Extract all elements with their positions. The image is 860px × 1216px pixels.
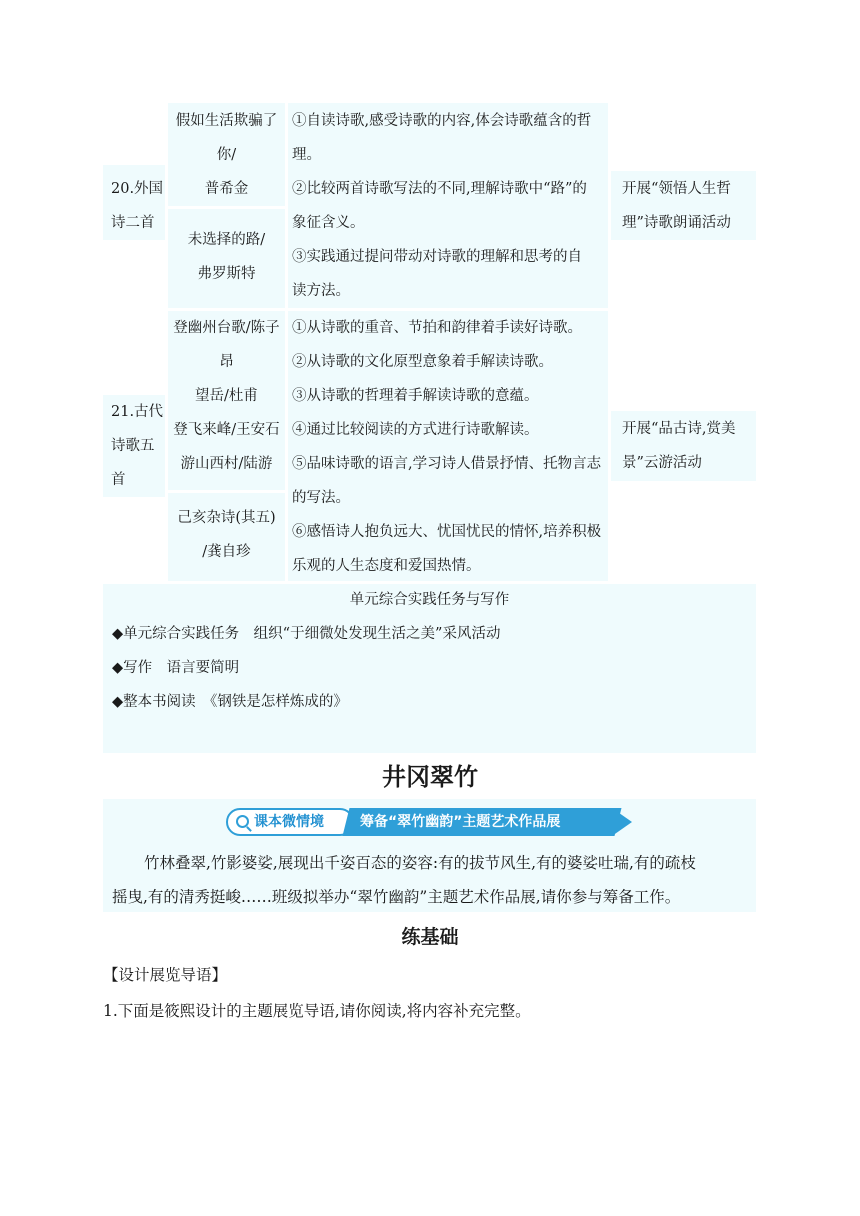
row21-goal-line: 的写法。: [292, 490, 350, 506]
intro-line: 摇曳,有的清秀挺峻……班级拟举办“翠竹幽韵”主题艺术作品展,请你参与筹备工作。: [112, 888, 681, 906]
blank-area: [103, 240, 165, 308]
row20-unit-line: 诗二首: [111, 215, 155, 231]
context-headline: 筹备“翠竹幽韵”主题艺术作品展: [360, 814, 561, 830]
row21-text-a-line: 登幽州台歌/陈子: [173, 320, 280, 336]
row21-text-a-line: 望岳/杜甫: [195, 388, 258, 404]
row21-text-a-line: 游山西村/陆游: [180, 456, 273, 472]
row20-text-b-line: 未选择的路/: [187, 232, 266, 248]
row20-text-a-line: 你/: [216, 147, 237, 163]
row21-goal-line: ①从诗歌的重音、节拍和韵律着手读好诗歌。: [292, 320, 582, 336]
context-tag: [226, 808, 354, 836]
row20-text-a-line: 假如生活欺骗了: [175, 113, 278, 129]
row20-goal-line: 读方法。: [292, 283, 350, 299]
row20-goal-line: 理。: [292, 147, 321, 163]
row21-goal-line: ③从诗歌的哲理着手解读诗歌的意蕴。: [292, 388, 539, 404]
blank-area: [103, 497, 165, 581]
context-headline-box: [343, 808, 622, 836]
row21-text-a-line: 昂: [219, 354, 234, 370]
divider: [168, 206, 285, 209]
row20-activity-line: 理”诗歌朗诵活动: [622, 215, 731, 231]
practice-title: 练基础: [401, 926, 459, 948]
summary-item: ◆单元综合实践任务 组织“于细微处发现生活之美”采风活动: [112, 626, 501, 642]
magnifier-icon: [236, 815, 249, 828]
row21-goal-line: 乐观的人生态度和爱国热情。: [292, 558, 481, 574]
row20-goal-line: ③实践通过提问带动对诗歌的理解和思考的自: [292, 249, 582, 265]
summary-item: ◆写作 语言要简明: [112, 660, 240, 676]
row21-goal-line: ⑥感悟诗人抱负远大、忧国忧民的情怀,培养积极: [292, 524, 602, 540]
summary-heading: 单元综合实践任务与写作: [349, 592, 510, 608]
row21-activity-line: 开展“品古诗,赏美: [622, 421, 736, 437]
task-label: 【设计展览导语】: [103, 966, 228, 984]
row21-activity-line: 景”云游活动: [622, 455, 702, 471]
row21-unit-line: 首: [111, 472, 126, 488]
row21-text-b-line: 己亥杂诗(其五): [177, 510, 276, 526]
row21-text-a-line: 登飞来峰/王安石: [173, 422, 280, 438]
blank-area: [103, 311, 165, 395]
blank-area: [611, 481, 756, 581]
lesson-title: 井冈翠竹: [382, 763, 478, 791]
row20-unit-line: 20.外国: [111, 181, 164, 197]
blank-area: [103, 103, 165, 165]
row21-unit-line: 21.古代: [111, 404, 164, 420]
row20-goal-line: ①自读诗歌,感受诗歌的内容,体会诗歌蕴含的哲: [292, 113, 592, 129]
banner-arrow-icon: [612, 808, 632, 836]
row20-activity-line: 开展“领悟人生哲: [622, 181, 731, 197]
blank-area: [611, 311, 756, 411]
row21-goal-line: ④通过比较阅读的方式进行诗歌解读。: [292, 422, 539, 438]
row21-goal-line: ②从诗歌的文化原型意象着手解读诗歌。: [292, 354, 553, 370]
row21-goal-line: ⑤品味诗歌的语言,学习诗人借景抒情、托物言志: [292, 456, 602, 472]
row20-text-a-line: 普希金: [204, 181, 249, 197]
question-1: 1.下面是筱熙设计的主题展览导语,请你阅读,将内容补充完整。: [103, 1002, 531, 1020]
row21-unit-line: 诗歌五: [111, 438, 155, 454]
summary-item: ◆整本书阅读 《钢铁是怎样炼成的》: [112, 694, 348, 710]
divider: [168, 490, 285, 493]
row20-text-b-line: 弗罗斯特: [197, 266, 256, 282]
blank-area: [611, 103, 756, 171]
intro-line: 竹林叠翠,竹影婆娑,展现出千姿百态的姿容:有的拔节风生,有的婆娑吐瑞,有的疏枝: [144, 854, 696, 872]
row20-goal-line: 象征含义。: [292, 215, 365, 231]
blank-area: [611, 240, 756, 308]
row21-text-b-line: /龚自珍: [202, 544, 251, 560]
row20-goal-line: ②比较两首诗歌写法的不同,理解诗歌中“路”的: [292, 181, 587, 197]
context-tag-label: 课本微情境: [254, 814, 324, 830]
